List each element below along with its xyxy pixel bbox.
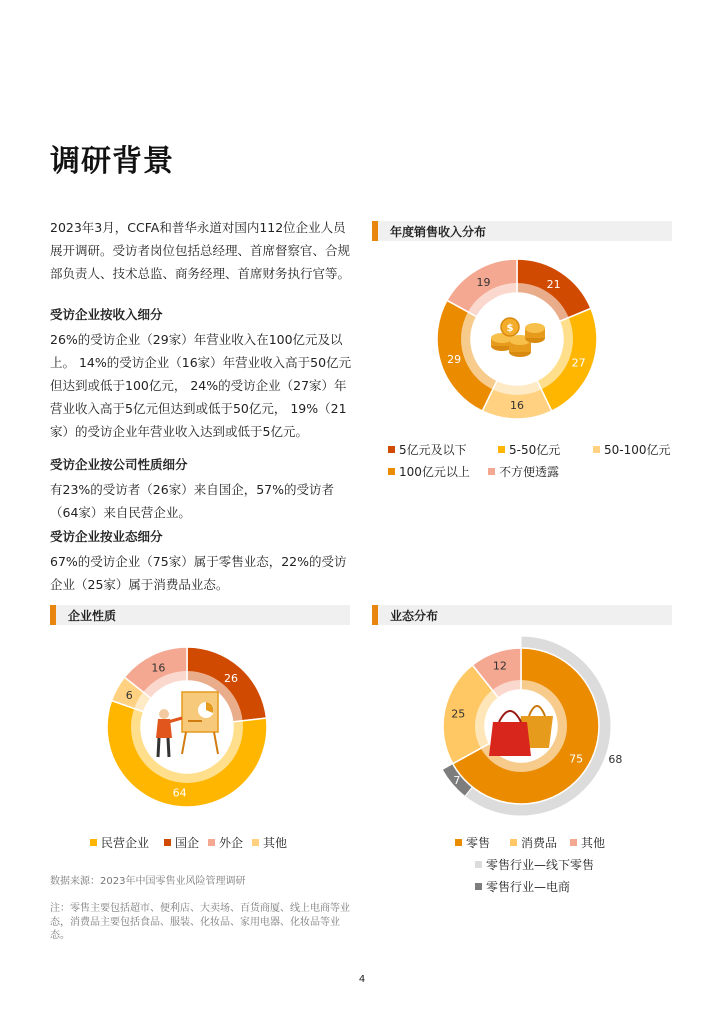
revenue-legend <box>388 441 688 481</box>
legend-label: 不方便透露 <box>499 465 560 479</box>
revenue-value-label: 27 <box>571 356 586 370</box>
revenue-chart-header <box>372 221 672 241</box>
legend-swatch <box>388 468 395 475</box>
legend-label: 消费品 <box>521 836 558 850</box>
svg-text:$: $ <box>506 323 514 334</box>
page-number: 4 <box>358 974 366 985</box>
ownership-value-label: 16 <box>151 661 166 675</box>
section-heading-format: 受访企业按业态细分 <box>50 529 163 544</box>
accent-bar <box>50 605 56 625</box>
accent-bar <box>372 221 378 241</box>
legend-swatch <box>455 839 462 846</box>
legend-label: 100亿元以上 <box>399 465 470 479</box>
format-donut-chart <box>425 636 625 816</box>
legend-item <box>388 463 470 480</box>
legend-swatch <box>388 446 395 453</box>
ownership-chart-header <box>50 605 350 625</box>
legend-label: 外企 <box>219 836 244 850</box>
legend-swatch <box>475 861 482 868</box>
section-heading-revenue: 受访企业按收入细分 <box>50 307 163 322</box>
legend-label: 50-100亿元 <box>604 443 671 457</box>
footnote: 注：零售主要包括超市、便利店、大卖场、百货商厦、线上电商等业态，消费品主要包括食品、服装、化妆品、家用电器、化妆品等业态。 <box>50 903 350 941</box>
intro-paragraph: 2023年3月，CCFA和普华永道对国内112位企业人员展开调研。受访者岗位包括总经理、首席督察官、合规部负责人、技术总监、商务经理、首席财务执行官等。 <box>50 220 351 281</box>
legend-swatch <box>570 839 577 846</box>
legend-label: 民营企业 <box>101 836 150 850</box>
legend-item <box>90 834 149 851</box>
data-source: 数据来源：2023年中国零售业风险管理调研 <box>50 876 246 887</box>
revenue-paragraph: 26%的受访企业（29家）年营业收入在100亿元及以上。 14%的受访企业（16家）年营业收入高于50亿元但达到或低于100亿元， 24%的受访企业（27家）年营业收入高于5亿元但达到或低于50亿元， 19%（21家）的受访企业年营业收入达到或低于5亿元。 <box>50 332 352 439</box>
revenue-value-label: 16 <box>510 399 524 412</box>
ownership-donut-chart <box>102 642 272 812</box>
legend-label: 5-50亿元 <box>509 443 561 457</box>
format-outer-value-label: 7 <box>453 774 461 788</box>
legend-label: 零售行业—电商 <box>486 880 571 894</box>
ownership-legend <box>90 834 350 854</box>
legend-swatch <box>488 468 495 475</box>
format-chart-header <box>372 605 672 625</box>
format-chart-title: 业态分布 <box>390 609 439 623</box>
legend-swatch <box>164 839 171 846</box>
legend-item <box>593 441 671 458</box>
legend-label: 其他 <box>581 836 606 850</box>
format-legend <box>455 834 715 894</box>
legend-label: 零售行业—线下零售 <box>486 858 595 872</box>
legend-label: 零售 <box>466 836 491 850</box>
legend-swatch <box>510 839 517 846</box>
ownership-paragraph: 有23%的受访者（26家）来自国企，57%的受访者（64家）来自民营企业。 <box>50 482 334 520</box>
format-outer-value-label: 68 <box>608 753 623 767</box>
format-value-label: 75 <box>569 752 584 766</box>
format-value-label: 12 <box>492 659 507 673</box>
legend-item <box>570 834 605 851</box>
revenue-chart-title: 年度销售收入分布 <box>390 225 487 239</box>
legend-swatch <box>208 839 215 846</box>
legend-item <box>164 834 199 851</box>
legend-item <box>455 834 490 851</box>
legend-item <box>252 834 287 851</box>
accent-bar <box>372 605 378 625</box>
format-value-label: 25 <box>451 707 466 721</box>
revenue-value-label: 21 <box>546 278 561 292</box>
revenue-value-label: 29 <box>447 353 462 367</box>
page-title: 调研背景 <box>50 144 174 179</box>
legend-item <box>498 441 560 458</box>
legend-label: 国企 <box>175 836 200 850</box>
ownership-value-label: 6 <box>125 689 133 703</box>
legend-item <box>510 834 557 851</box>
section-heading-ownership: 受访企业按公司性质细分 <box>50 457 188 472</box>
legend-swatch <box>90 839 97 846</box>
legend-label: 其他 <box>263 836 288 850</box>
ownership-value-label: 64 <box>172 786 187 800</box>
legend-item <box>475 878 570 895</box>
revenue-value-label: 19 <box>476 276 491 290</box>
legend-swatch <box>252 839 259 846</box>
legend-label: 5亿元及以下 <box>399 443 467 457</box>
legend-swatch <box>475 883 482 890</box>
legend-swatch <box>593 446 600 453</box>
legend-item <box>208 834 243 851</box>
legend-item <box>475 856 594 873</box>
legend-item <box>488 463 559 480</box>
legend-swatch <box>498 446 505 453</box>
ownership-chart-title: 企业性质 <box>68 609 117 623</box>
legend-item <box>388 441 467 458</box>
format-paragraph: 67%的受访企业（75家）属于零售业态，22%的受访企业（25家）属于消费品业态。 <box>50 554 347 592</box>
revenue-donut-chart <box>432 254 602 424</box>
ownership-value-label: 26 <box>223 671 238 685</box>
